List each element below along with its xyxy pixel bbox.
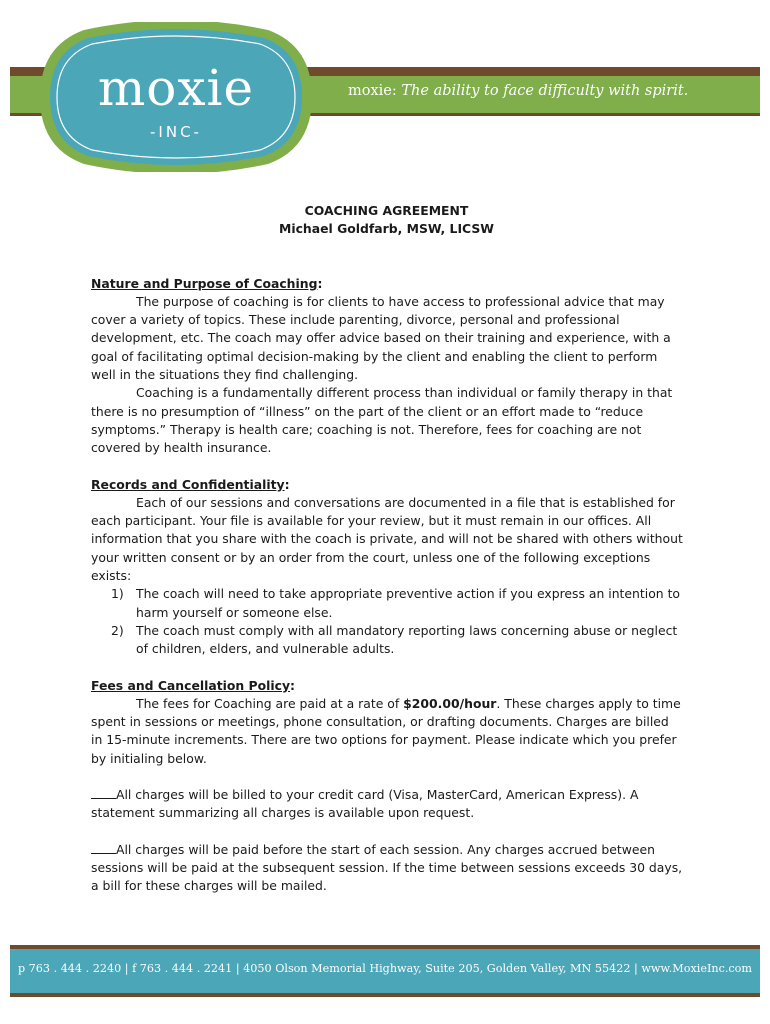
payment-option-per-session: All charges will be paid before the start of each session. Any charges accrued between sessions will be paid at the subsequent session. If the time between sessions exceeds 30 days, a bill for these charges will be mailed. [91, 841, 683, 894]
fee-rate: $200.00/hour [403, 695, 497, 711]
document-body [91, 202, 683, 896]
tagline-prefix: moxie: [348, 83, 397, 99]
tagline-text: The ability to face difficulty with spirit. [396, 83, 689, 99]
document-title-block [90, 202, 683, 239]
tagline [348, 83, 688, 105]
footer-contact-info: p 763 . 444 . 2240 | f 763 . 444 . 2241 | 4050 Olson Memorial Highway, Suite 205, Golden Valley, MN 55422 | www.MoxieInc.com [17, 962, 753, 975]
logo-wordmark: moxie [97, 59, 255, 117]
section-nature [91, 275, 683, 458]
section-heading-nature: Nature and Purpose of Coaching: [91, 275, 323, 291]
initial-blank-1[interactable] [91, 787, 116, 799]
list-item: 2) The coach must comply with all mandatory reporting laws concerning abuse or neglect of children, elders, and vulnerable adults. [111, 622, 678, 657]
initial-blank-2[interactable] [91, 842, 116, 854]
fees-paragraph-1: The fees for Coaching are paid at a rate of $200.00/hour. These charges apply to time spent in sessions or meetings, phone consultation, or drafting documents. Charges are billed in 15-minute increments. There are two options for payment. Please indicate which you prefer by initialing below. [91, 695, 681, 766]
section-heading-records: Records and Confidentiality: [91, 476, 290, 492]
document-title: COACHING AGREEMENT [304, 203, 469, 218]
document-subtitle: Michael Goldfarb, MSW, LICSW [279, 221, 494, 237]
footer-brown-stripe-bottom [10, 993, 760, 997]
nature-paragraph-2: Coaching is a fundamentally different process than individual or family therapy in that there is no presumption of “illness” on the part of the client or an effort made to “reduce symptoms.” Therapy is health care; coaching is not. Therefore, fees for coaching are not covered by health insurance. [91, 385, 673, 456]
exceptions-list [91, 585, 683, 658]
records-paragraph-1: Each of our sessions and conversations are documented in a file that is established for each participant. Your file is available for your review, but it must remain in our offices. All information that you share with the coach is private, and will not be shared with others without your written consent or by an order from the court, unless one of the following exceptions exists: [91, 494, 683, 584]
payment-option-credit-card: All charges will be billed to your credit card (Visa, MasterCard, American Express). A statement summarizing all charges is available upon request. [91, 787, 639, 821]
section-fees [91, 677, 683, 896]
section-heading-fees: Fees and Cancellation Policy: [91, 677, 295, 693]
section-records [91, 476, 683, 659]
list-item: 1) The coach will need to take appropriate preventive action if you express an intention to harm yourself or someone else. [111, 586, 681, 620]
logo-subtext: -INC- [150, 123, 202, 141]
nature-paragraph-1: The purpose of coaching is for clients to have access to professional advice that may cover a variety of topics. These include parenting, divorce, personal and professional development, etc. The coach may offer advice based on their training and experience, with a goal of facilitating optimal decision-making by the client and enabling the client to perform well in the situations they find challenging. [91, 293, 671, 383]
moxie-logo [36, 22, 316, 172]
